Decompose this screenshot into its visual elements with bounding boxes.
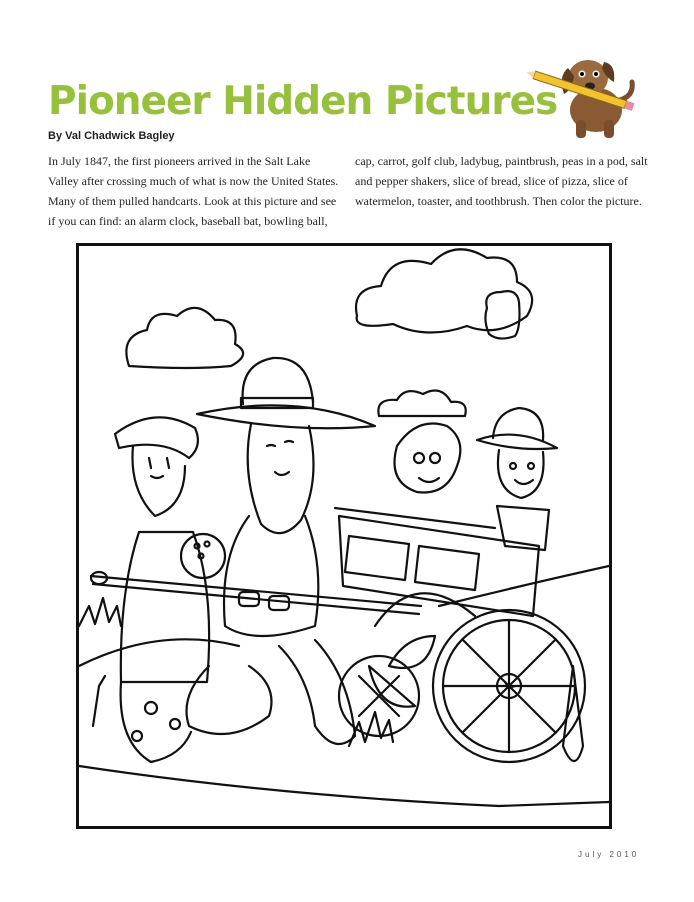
issue-date: July 2010	[578, 850, 640, 859]
intro-paragraph: In July 1847, the first pioneers arrived in the Salt Lake Valley after crossing much of what is now the United States. Many of them pulled handcarts. Look at this picture and see if you can find: an alarm clock, baseball bat, bowling ball, cap, carrot, golf club, ladybug, paintbrush, peas in a pod, salt and pepper shakers, slice of bread, slice of pizza, slice of watermelon, toaster, and toothbrush. Then color the picture.	[48, 154, 648, 228]
dog-with-pencil-icon	[524, 40, 644, 140]
coloring-illustration	[76, 243, 612, 829]
author-byline: By Val Chadwick Bagley	[48, 130, 175, 142]
page-title: Pioneer Hidden Pictures	[48, 79, 558, 124]
